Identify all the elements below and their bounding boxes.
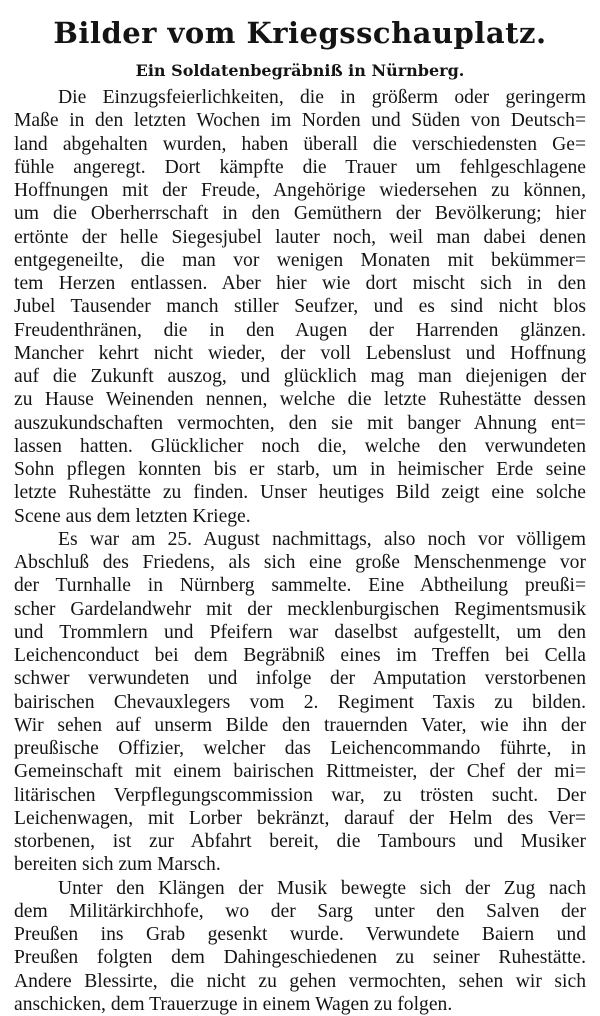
text-line: Leichenwagen, mit Lorber bekränzt, darauf der Helm des Ver= (14, 807, 586, 830)
article-title: Bilder vom Kriegsschauplatz. (14, 10, 586, 56)
text-line: Andere Blessirte, die nicht zu gehen vermochten, sehen wir sich (14, 970, 586, 993)
text-line: auf die Zukunft auszog, und glücklich mag man diejenigen der (14, 365, 586, 388)
text-line: der Turnhalle in Nürnberg sammelte. Eine Abtheilung preußi= (14, 574, 586, 597)
text-line: Preußen ins Grab gesenkt wurde. Verwundete Baiern und (14, 923, 586, 946)
article (14, 10, 586, 1016)
text-line: land abgehalten wurden, haben überall die verschiedensten Ge= (14, 133, 586, 156)
article-subtitle: Ein Soldatenbegräbniß in Nürnberg. (14, 56, 586, 86)
text-line: Scene aus dem letzten Kriege. (14, 505, 586, 528)
paragraph (14, 86, 586, 528)
text-line: Mancher kehrt nicht wieder, der voll Lebenslust und Hoffnung (14, 342, 586, 365)
text-line: preußische Offizier, welcher das Leichencommando führte, in (14, 737, 586, 760)
text-line: Hoffnungen mit der Freude, Angehörige wiedersehen zu können, (14, 179, 586, 202)
text-line: Leichenconduct bei dem Begräbniß eines im Treffen bei Cella (14, 644, 586, 667)
paragraph (14, 877, 586, 1016)
text-line: bairischen Chevauxlegers vom 2. Regiment Taxis zu bilden. (14, 691, 586, 714)
text-line: um die Oberherrschaft in den Gemüthern der Bevölkerung; hier (14, 202, 586, 225)
text-line: dem Militärkirchhofe, wo der Sarg unter den Salven der (14, 900, 586, 923)
text-line: lassen hatten. Glücklicher noch die, welche den verwundeten (14, 435, 586, 458)
text-line: Freudenthränen, die in den Augen der Harrenden glänzen. (14, 319, 586, 342)
text-line: Gemeinschaft mit einem bairischen Rittmeister, der Chef der mi= (14, 760, 586, 783)
text-line: Abschluß des Friedens, als sich eine große Menschenmenge vor (14, 551, 586, 574)
text-line: Wir sehen auf unserm Bilde den trauernden Vater, wie ihn der (14, 714, 586, 737)
text-line: ertönte der helle Siegesjubel lauter noch, weil man dabei denen (14, 226, 586, 249)
text-line: Unter den Klängen der Musik bewegte sich der Zug nach (14, 877, 586, 900)
text-line: anschicken, dem Trauerzuge in einem Wagen zu folgen. (14, 993, 586, 1016)
text-line: tem Herzen entlassen. Aber hier wie dort mischt sich in den (14, 272, 586, 295)
text-line: auszukundschaften vermochten, den sie mit banger Ahnung ent= (14, 412, 586, 435)
text-line: bereiten sich zum Marsch. (14, 853, 586, 876)
text-line: Preußen folgten dem Dahingeschiedenen zu seiner Ruhestätte. (14, 946, 586, 969)
text-line: Maße in den letzten Wochen im Norden und Süden von Deutsch= (14, 109, 586, 132)
text-line: Jubel Tausender manch stiller Seufzer, und es sind nicht blos (14, 295, 586, 318)
text-line: Sohn pflegen konnten bis er starb, um in heimischer Erde seine (14, 458, 586, 481)
text-line: zu Hause Weinenden nennen, welche die letzte Ruhestätte dessen (14, 388, 586, 411)
text-line: entgegeneilte, die man vor wenigen Monaten mit bekümmer= (14, 249, 586, 272)
text-line: und Trommlern und Pfeifern war daselbst aufgestellt, um den (14, 621, 586, 644)
paragraph (14, 528, 586, 877)
text-line: storbenen, ist zur Abfahrt bereit, die Tambours und Musiker (14, 830, 586, 853)
text-line: schwer verwundeten und infolge der Amputation verstorbenen (14, 667, 586, 690)
text-line: fühle angeregt. Dort kämpfte die Trauer um fehlgeschlagene (14, 156, 586, 179)
text-line: Die Einzugsfeierlichkeiten, die in größerm oder geringerm (14, 86, 586, 109)
text-line: Es war am 25. August nachmittags, also noch vor völligem (14, 528, 586, 551)
text-line: letzte Ruhestätte zu finden. Unser heutiges Bild zeigt eine solche (14, 481, 586, 504)
article-body (14, 86, 586, 1016)
text-line: litärischen Verpflegungscommission war, zu trösten sucht. Der (14, 784, 586, 807)
text-line: scher Gardelandwehr mit der mecklenburgischen Regimentsmusik (14, 598, 586, 621)
